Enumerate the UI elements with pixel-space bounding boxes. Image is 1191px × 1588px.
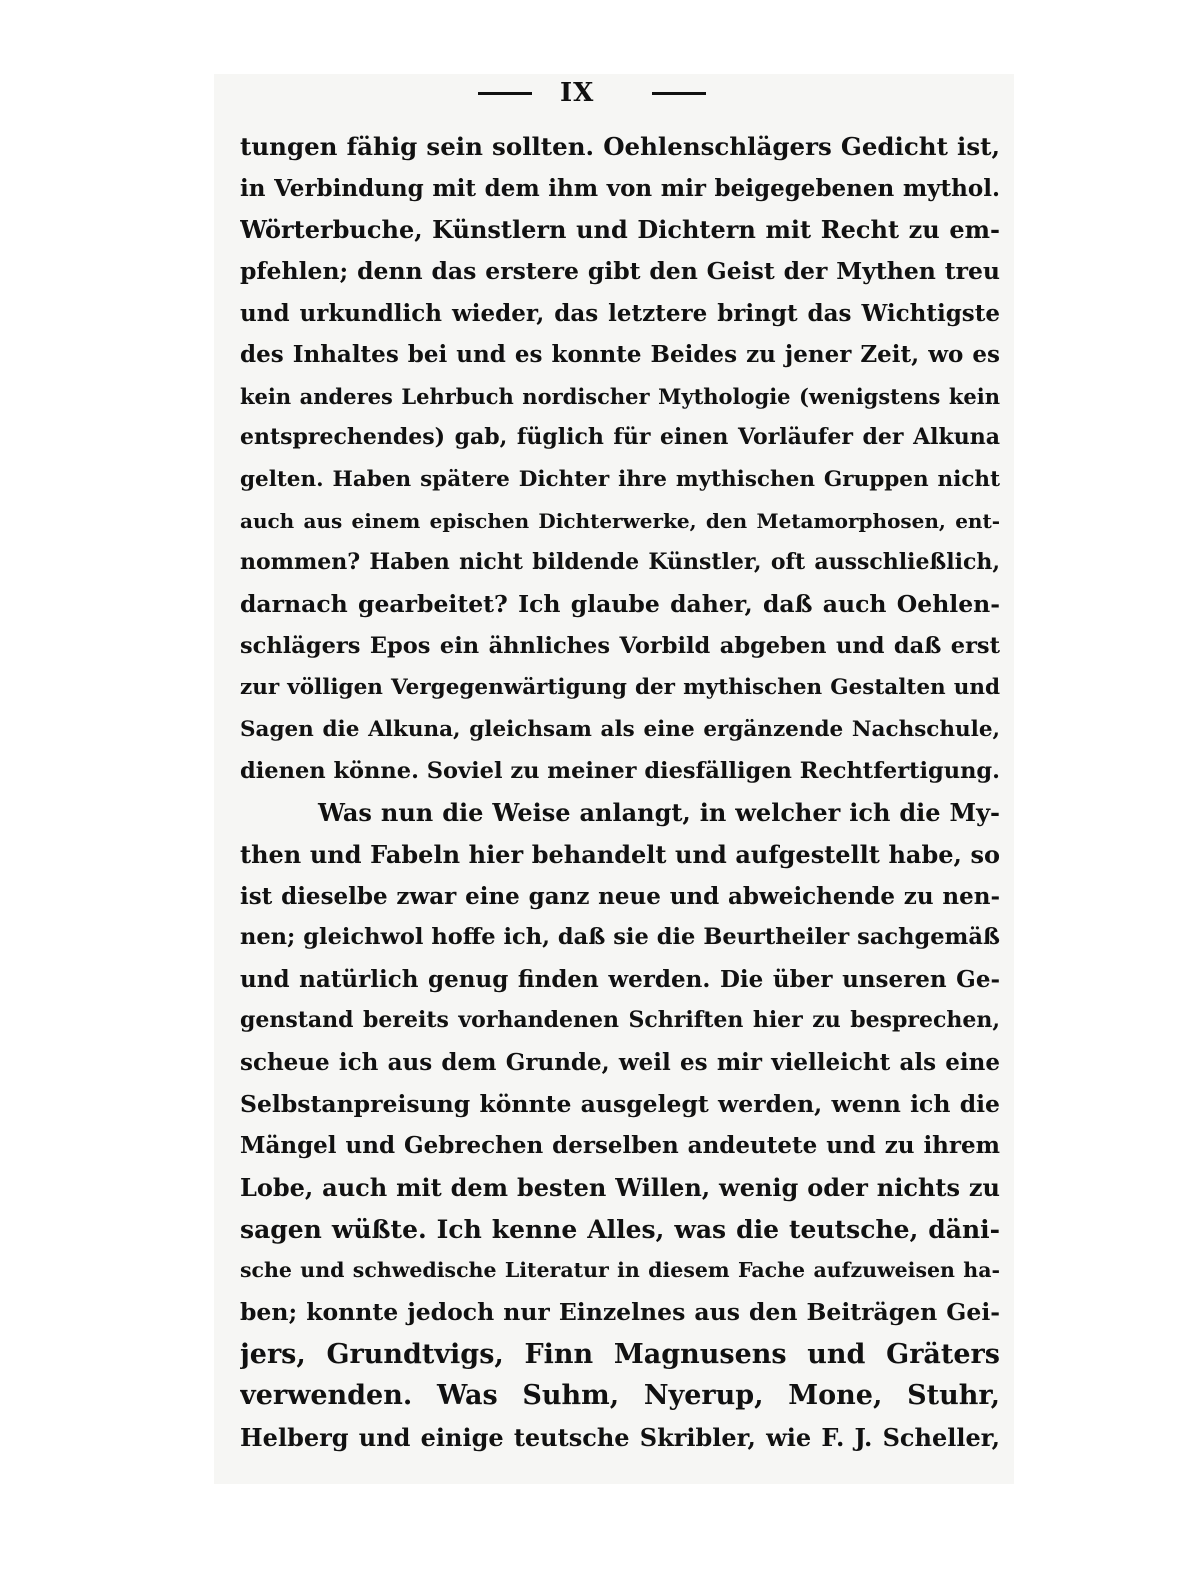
text-line: nommen? Haben nicht bildende Künstler, oft ausschließlich, <box>240 549 1000 576</box>
text-line: sagen wüßte. Ich kenne Alles, was die teutsche, däni- <box>240 1214 1000 1244</box>
text-line: verwenden. Was Suhm, Nyerup, Mone, Stuhr, <box>240 1380 1000 1412</box>
text-line: Was nun die Weise anlangt, in welcher ich die My- <box>318 798 1000 828</box>
text-line: auch aus einem epischen Dichterwerke, den Metamorphosen, ent- <box>240 508 1000 533</box>
text-line: gelten. Haben spätere Dichter ihre mythischen Gruppen nicht <box>240 467 1000 493</box>
page-number: IX <box>560 78 595 108</box>
page-header <box>0 78 1191 108</box>
text-line: Mängel und Gebrechen derselben andeutete und zu ihrem <box>240 1132 1000 1160</box>
text-line: pfehlen; denn das erstere gibt den Geist der Mythen treu <box>240 256 1000 285</box>
header-rule-right <box>652 92 706 95</box>
body-text <box>240 126 1000 1459</box>
text-line: des Inhaltes bei und es konnte Beides zu jener Zeit, wo es <box>240 341 1000 369</box>
text-line: tungen fähig sein sollten. Oehlenschlägers Gedicht ist, <box>240 132 1000 161</box>
text-line: Wörterbuche, Künstlern und Dichtern mit Recht zu em- <box>240 215 1000 245</box>
text-line: und urkundlich wieder, das letztere bringt das Wichtigste <box>240 299 1000 327</box>
text-line: nen; gleichwol hoffe ich, daß sie die Beurtheiler sachgemäß <box>240 924 1000 951</box>
text-line: darnach gearbeitet? Ich glaube daher, daß auch Oehlen- <box>240 590 1000 619</box>
text-line: schlägers Epos ein ähnliches Vorbild abgeben und daß erst <box>240 632 1000 659</box>
text-line: Selbstanpreisung könnte ausgelegt werden, wenn ich die <box>240 1089 1000 1118</box>
text-line: entsprechendes) gab, füglich für einen Vorläufer der Alkuna <box>240 424 1000 451</box>
text-line: Lobe, auch mit dem besten Willen, wenig oder nichts zu <box>240 1173 1000 1203</box>
text-line: then und Fabeln hier behandelt und aufgestellt habe, so <box>240 839 1000 869</box>
text-line: und natürlich genug finden werden. Die über unseren Ge- <box>240 965 1000 993</box>
text-line: jers, Grundtvigs, Finn Magnusens und Gräters <box>240 1338 1000 1370</box>
text-line: in Verbindung mit dem ihm von mir beigegebenen mythol. <box>240 174 1000 202</box>
text-line: Helberg und einige teutsche Skribler, wie F. J. Scheller, <box>240 1422 1000 1452</box>
text-line: kein anderes Lehrbuch nordischer Mythologie (wenigstens kein <box>240 383 1000 409</box>
text-line: Sagen die Alkuna, gleichsam als eine ergänzende Nachschule, <box>240 716 1000 742</box>
text-line: ben; konnte jedoch nur Einzelnes aus den Beiträgen Gei- <box>240 1297 1000 1326</box>
text-line: sche und schwedische Literatur in diesem Fache aufzuweisen ha- <box>240 1258 1000 1283</box>
text-line: ist dieselbe zwar eine ganz neue und abweichende zu nen- <box>240 882 1000 910</box>
text-line: scheue ich aus dem Grunde, weil es mir vielleicht als eine <box>240 1049 1000 1077</box>
header-rule-left <box>478 92 532 95</box>
text-line: genstand bereits vorhandenen Schriften hier zu besprechen, <box>240 1007 1000 1034</box>
text-line: dienen könne. Soviel zu meiner diesfälligen Rechtfertigung. <box>240 757 1000 784</box>
text-line: zur völligen Vergegenwärtigung der mythischen Gestalten und <box>240 675 1000 701</box>
